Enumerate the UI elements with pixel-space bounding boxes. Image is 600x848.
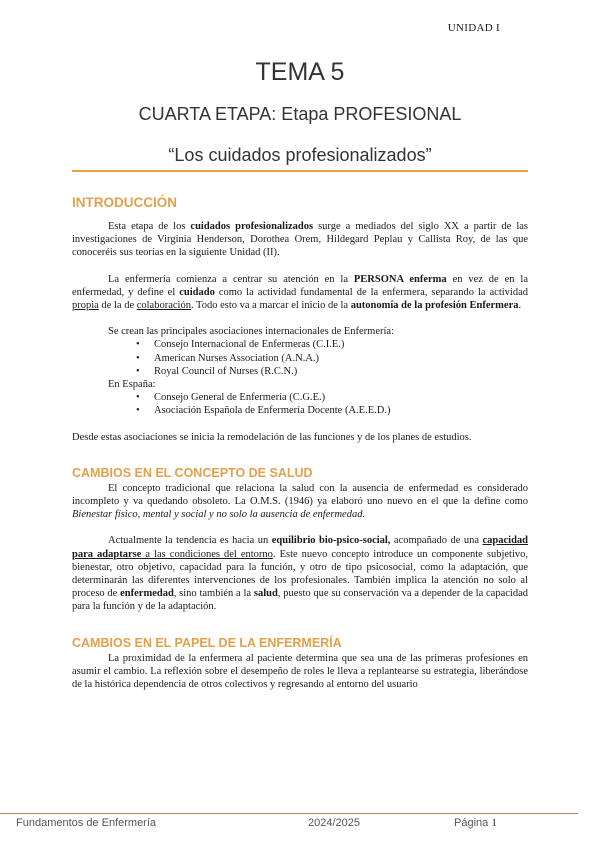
text-run: acompañado de una <box>390 535 483 547</box>
title-divider <box>72 170 528 172</box>
bold-run: PERSONA enferma <box>353 273 447 285</box>
footer-subject: Fundamentos de Enfermería <box>16 817 157 829</box>
text-run: La enfermería comienza a centrar su atención en la <box>108 273 354 285</box>
text-run: . Este nuevo concepto introduce un componente subjetivo, bienestar, otro objetivo, capacidad para la función, y otro de tipo psicosocial, como la adaptación, que determinarán las diferentes intervenciones de los profesionales. También implica la atención no solo al proceso de <box>72 548 528 600</box>
health-heading: CAMBIOS EN EL CONCEPTO DE SALUD <box>72 465 313 480</box>
associations-intro: Se crean las principales asociaciones internacionales de Enfermería: <box>108 326 394 338</box>
unit-label: UNIDAD I <box>447 22 500 34</box>
italic-run: Bienestar físico, mental y social y no solo la ausencia de enfermedad. <box>72 509 366 521</box>
text-run: El concepto tradicional que relaciona la salud con la ausencia de enfermedad es considerado incompleto y va quedando obsoleto. La O.M.S. (1946) ya elaboró uno nuevo en el que la define como <box>72 482 528 508</box>
underlined-run: colaboración <box>136 300 191 312</box>
underlined-run: propia <box>72 300 99 312</box>
page-title: TEMA 5 <box>255 58 345 86</box>
footer-divider <box>0 813 578 814</box>
list-item: • American Nurses Association (A.N.A.) <box>154 352 528 365</box>
page-quote: “Los cuidados profesionalizados” <box>168 145 432 165</box>
role-heading: CAMBIOS EN EL PAPEL DE LA ENFERMERÍA <box>72 635 342 650</box>
bold-run: enfermedad <box>120 588 174 600</box>
page-label: Página <box>454 817 489 829</box>
text-run: de la de <box>98 300 137 312</box>
text-run: en vez de en la enfermedad, y define el <box>72 273 528 298</box>
list-item: • Consejo General de Enfermería (C.G.E.) <box>154 391 528 404</box>
bold-underlined-run: capacidad para adaptarse <box>72 535 529 560</box>
page-subtitle: CUARTA ETAPA: Etapa PROFESIONAL <box>138 104 462 124</box>
bold-run: equilibrio bio-psico-social, <box>271 535 391 547</box>
intro-paragraph-3: Desde estas asociaciones se inicia la remodelación de las funciones y de los planes de estudios. <box>72 431 472 443</box>
list-item: • Royal Council of Nurses (R.C.N.) <box>154 365 528 378</box>
text-run: , sino también a la <box>173 588 254 600</box>
international-associations-list <box>72 338 528 378</box>
intro-paragraph-2 <box>72 273 528 313</box>
spain-label: En España: <box>108 379 156 391</box>
document-body <box>72 194 528 691</box>
bold-run: cuidados profesionalizados <box>190 221 314 232</box>
bold-run: autonomía de la profesión Enfermera <box>350 300 519 312</box>
role-paragraph-1: La proximidad de la enfermera al paciente determina que sea una de las primeras profesiones en asumir el cambio. La reflexión sobre el desempeño de roles le lleva a replantearse su estrategia, liberándose de la histórica dependencia de otros colectivos y regresando al entorno del usuario <box>72 652 528 691</box>
text-run: Esta etapa de los <box>108 221 191 232</box>
footer-year: 2024/2025 <box>308 817 360 829</box>
spain-associations-list <box>72 391 528 417</box>
underlined-run: a las condiciones del entorno <box>141 548 273 560</box>
list-item: • Consejo Internacional de Enfermeras (C.I.E.) <box>154 338 528 351</box>
health-paragraph-1 <box>72 482 528 522</box>
bold-run: cuidado <box>179 286 215 298</box>
text-run: , puesto que su conservación va a depender de la capacidad para la función y de la adaptación. <box>72 588 528 613</box>
text-run: . Todo esto va a marcar el inicio de la <box>190 300 351 312</box>
intro-paragraph-1 <box>72 220 528 260</box>
text-run: Actualmente la tendencia es hacia un <box>108 535 272 547</box>
text-run: como la actividad fundamental de la enfermera, separando la actividad <box>214 286 529 298</box>
intro-heading: INTRODUCCIÓN <box>72 195 177 210</box>
bold-run: salud <box>253 588 278 600</box>
list-item: • Asociación Española de Enfermería Docente (A.E.E.D.) <box>154 404 528 417</box>
footer-page <box>454 817 497 829</box>
health-paragraph-2 <box>72 534 528 613</box>
text-run: surge a mediados del siglo XX a partir de las investigaciones de Virginia Henderson, Dorothea Orem, Hildegard Peplau y Callista Roy, de las que conoceréis sus teorías en la siguiente Unidad (II). <box>72 221 528 259</box>
text-run: . <box>518 300 522 312</box>
page-number: 1 <box>491 817 497 829</box>
